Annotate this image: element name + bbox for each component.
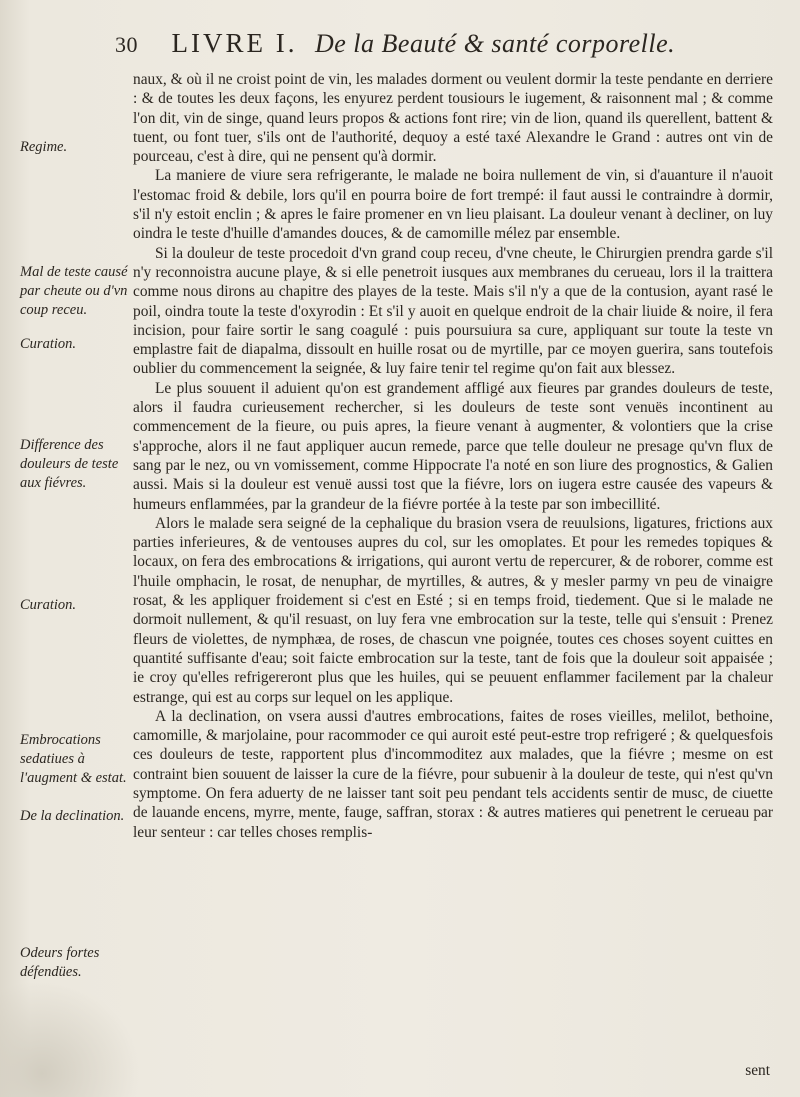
body-text [133, 70, 773, 842]
margin-note-curation: Curation. [20, 336, 76, 352]
running-header [115, 28, 765, 68]
chapter-subtitle: De la Beauté & santé corporelle. [314, 29, 676, 58]
margin-note-odeurs: Odeurs fortes défendües. [20, 945, 100, 980]
book-title: LIVRE I. [171, 28, 298, 58]
paragraph: La maniere de viure sera refrigerante, le malade ne boira nullement de vin, si d'auanture il n'auoit l'estomac froid & debile, lors qu'il en pourra boire de fort trempé: il faut aussi le contraindre à dormir, s'il n'y estoit enclin ; & apres le faire promener en vn lieu plaisant. La douleur venant à decliner, on luy oindra le teste d'huille d'amandes douces, & de camomille mélez par ensemble. [133, 167, 773, 243]
page-number: 30 [115, 32, 138, 57]
catchword: sent [745, 1062, 770, 1079]
paragraph: Alors le malade sera seigné de la cephalique du brasion vsera de reuulsions, ligatures, frictions aux parties inferieures, & de ventouses aupres du col, sur les omoplates. Et pour les remedes topiques & locaux, on fera des embrocations & irrigations, qui auront vertu de repercurer, & de roborer, comme est l'huile omphacin, le rosat, de nenuphar, de myrtilles, & autres, & y mesler parmy vn peu de vinaigre rosat, & les appliquer froidement si c'est en Esté ; si en temps froid, tiedement. Que si le malade ne dormoit nullement, & qu'il resuast, on luy fera vne embrocation sur la teste, telle qui s'ensuit : Prenez fleurs de violettes, de nymphæa, de roses, de chascun vne poignée, toutes ces choses soyent cuittes en quantité suffisante d'eau; soit faicte embrocation sur la teste, tant de fois que la douleur soit appaisée ; ie croy qu'elles refrigereront plus que les huiles, qui se peuuent enflammer facilement par la chaleur estrange, qui est au corps sur lequel on les applique. [133, 514, 773, 706]
paragraph: Le plus souuent il aduient qu'on est grandement affligé aux fieures par grandes douleurs de teste, alors il faudra curieusement rechercher, si les douleurs de teste sont venuës incontinent au commencement de la fieure, ou puis apres, la fieure venant à augmenter, & volontiers que la crise s'approche, alors il ne faut appliquer aucun remede, parce que telle douleur ne presage qu'vn flux de sang par le nez, ou vn vomissement, comme Hippocrate l'a noté en son liure des prognostics, & Galien aussi. Mais si la douleur est venuë aussi tost que la fiévre, lors on iugera estre causée des vapeurs & humeurs enflammées, par la grandeur de la fiévre portée à la teste par son imbecillité. [133, 379, 773, 513]
margin-note-curation-2: Curation. [20, 597, 76, 613]
margin-note-regime: Regime. [20, 139, 68, 155]
margin-note-mal-de-teste: Mal de teste causé par cheute ou d'vn coup receu. [20, 264, 128, 318]
paper-stain [0, 980, 140, 1097]
margin-note-difference: Difference des douleurs de teste aux fiévres. [20, 437, 119, 491]
paragraph: A la declination, on vsera aussi d'autres embrocations, faites de roses vieilles, melilot, bethoine, camomille, & marjolaine, pour racommoder ce qui auroit esté peut-estre trop refrigeré ; & quelquesfois ces douleurs de teste, rapportent plus d'incommoditez aux malades, que la fiévre ; mesme on est contraint bien souuent de laisser la cure de la fiévre, pour subuenir à la douleur de teste, qui n'est qu'vn symptome. On fera aduerty de ne laisser tant soit peu pendant tels accidents sentir de musc, de ciuette de lauande encens, myrre, mente, fauge, saffran, storax : & autres matieres qui penetrent le cerueau par leur senteur : car telles choses remplis- [133, 707, 773, 841]
paragraph: naux, & où il ne croist point de vin, les malades dorment ou veulent dormir la teste pendante en derriere : & de toutes les deux façons, les enyurez perdent tousiours le iugement, & raisonnent mal ; & comme l'on dit, vin de singe, quand leurs propos & actions font rire; vin de lion, quand ils querellent, battent & tuent, ou font tuer, s'ils ont de l'authorité, dequoy a esté taxé Alexandre le Grand : autres ont vin de pourceau, c'est à dire, qui ne pensent qu'à dormir. [133, 71, 773, 166]
margin-note-embrocations: Embrocations sedatiues à l'augment & estat. [20, 732, 127, 786]
paragraph: Si la douleur de teste procedoit d'vn grand coup receu, d'vne cheute, le Chirurgien prendra garde s'il n'y reconnoistra aucune playe, & si elle penetroit iusques aux membranes du cerueau, lors il la traittera comme nous dirons au chapitre des playes de la teste. Mais s'il n'y a que de la contusion, ayant rasé le poil, oindra toute la teste d'oxyrodin : Et s'il y auoit en quelque endroit de la chair liuide & noire, il fera incision, pour faire sortir le sang coagulé : puis poursuiura sa cure, appliquant sur toute la teste vn emplastre fait de diapalma, dissoult en huille rosat ou de myrtille, par ce moyen guerira, sans toutefois oublier du commencement la seignée, & luy faire tenir tel regime qu'on fait aux blessez. [133, 244, 773, 378]
margin-note-declination: De la declination. [20, 808, 125, 824]
